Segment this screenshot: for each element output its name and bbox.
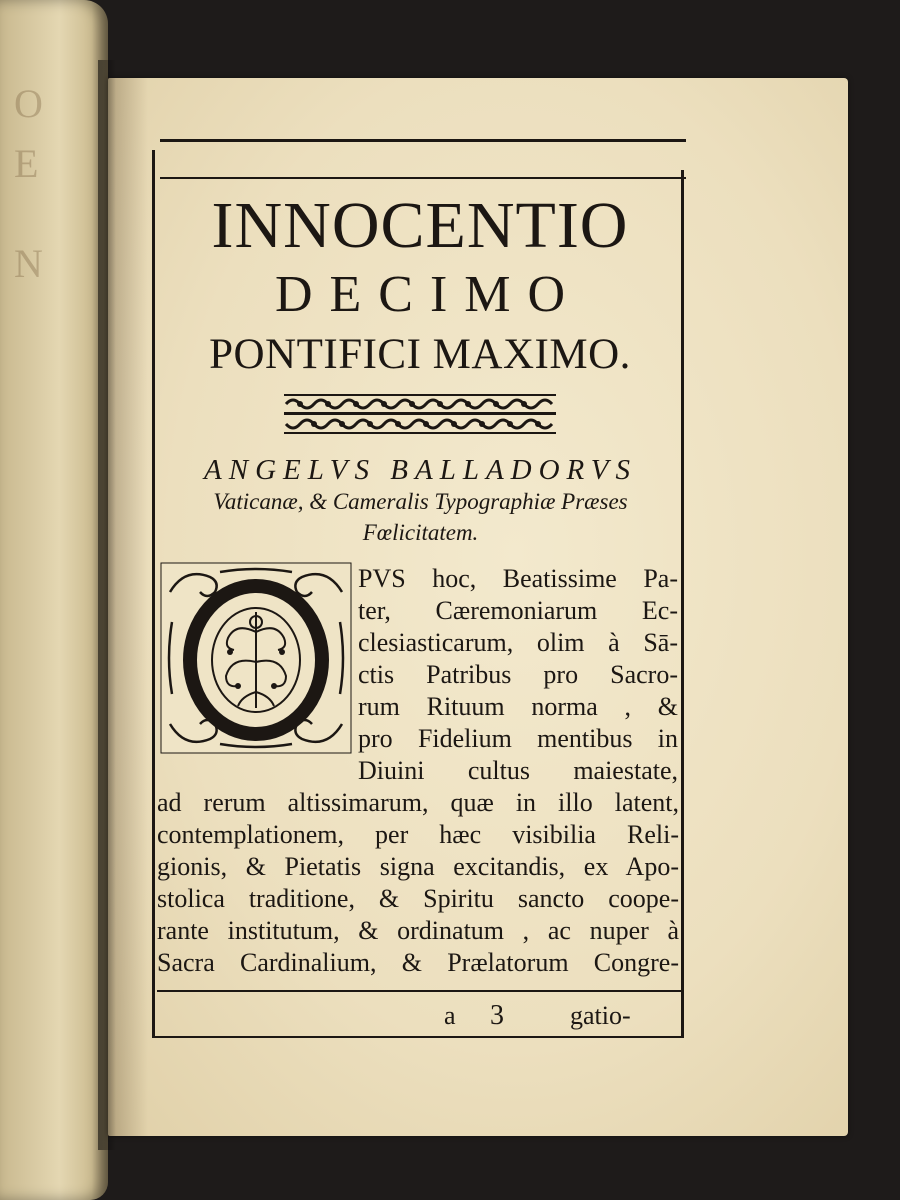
facing-page bbox=[0, 0, 108, 1200]
page-number: 3 bbox=[490, 1000, 504, 1031]
body-line: contemplationem, per hæc visibilia Reli- bbox=[157, 820, 679, 849]
dedication-role: Vaticanæ, & Cameralis Typographiæ Præses bbox=[213, 489, 628, 514]
body-line: Diuini cultus maiestate, bbox=[358, 756, 678, 785]
catchword: gatio- bbox=[570, 1001, 631, 1030]
title-line-1: INNOCENTIO bbox=[211, 189, 629, 262]
title-line-3: PONTIFICI MAXIMO. bbox=[209, 331, 631, 378]
dedication-greeting: Fœlicitatem. bbox=[362, 520, 479, 545]
body-line: ctis Patribus pro Sacro- bbox=[358, 660, 678, 689]
body-line: gionis, & Pietatis signa excitandis, ex Apo- bbox=[157, 852, 679, 881]
facing-page-bleed-text: N bbox=[14, 241, 43, 286]
body-line: clesiasticarum, olim à Sā- bbox=[358, 628, 678, 657]
dedication-author: ANGELVS BALLADORVS bbox=[204, 454, 637, 486]
facing-page-bleed-text: E bbox=[14, 141, 39, 186]
spine-shadow bbox=[98, 60, 116, 1150]
body-line: PVS hoc, Beatissime Pa- bbox=[358, 564, 678, 593]
signature-mark: a bbox=[444, 1001, 456, 1030]
body-line: pro Fidelium mentibus in bbox=[358, 724, 678, 753]
body-line: stolica traditione, & Spiritu sancto coope- bbox=[157, 884, 679, 913]
top-rule-outer bbox=[160, 139, 686, 142]
body-line: rum Rituum norma , & bbox=[358, 692, 678, 721]
frame-bottom-border bbox=[152, 1036, 684, 1038]
decorated-initial-icon bbox=[160, 562, 352, 754]
ornament-band-icon bbox=[282, 390, 558, 438]
body-line: ad rerum altissimarum, quæ in illo latent, bbox=[157, 788, 679, 817]
bottom-rule bbox=[157, 990, 681, 992]
body-line: rante institutum, & ordinatum , ac nuper à bbox=[157, 916, 679, 945]
title-line-2: DECIMO bbox=[274, 266, 583, 323]
facing-page-bleed-text: O bbox=[14, 81, 43, 126]
top-rule-inner bbox=[160, 177, 686, 179]
body-line: ter, Cæremoniarum Ec- bbox=[358, 596, 678, 625]
body-line: Sacra Cardinalium, & Prælatorum Congre- bbox=[157, 948, 679, 977]
